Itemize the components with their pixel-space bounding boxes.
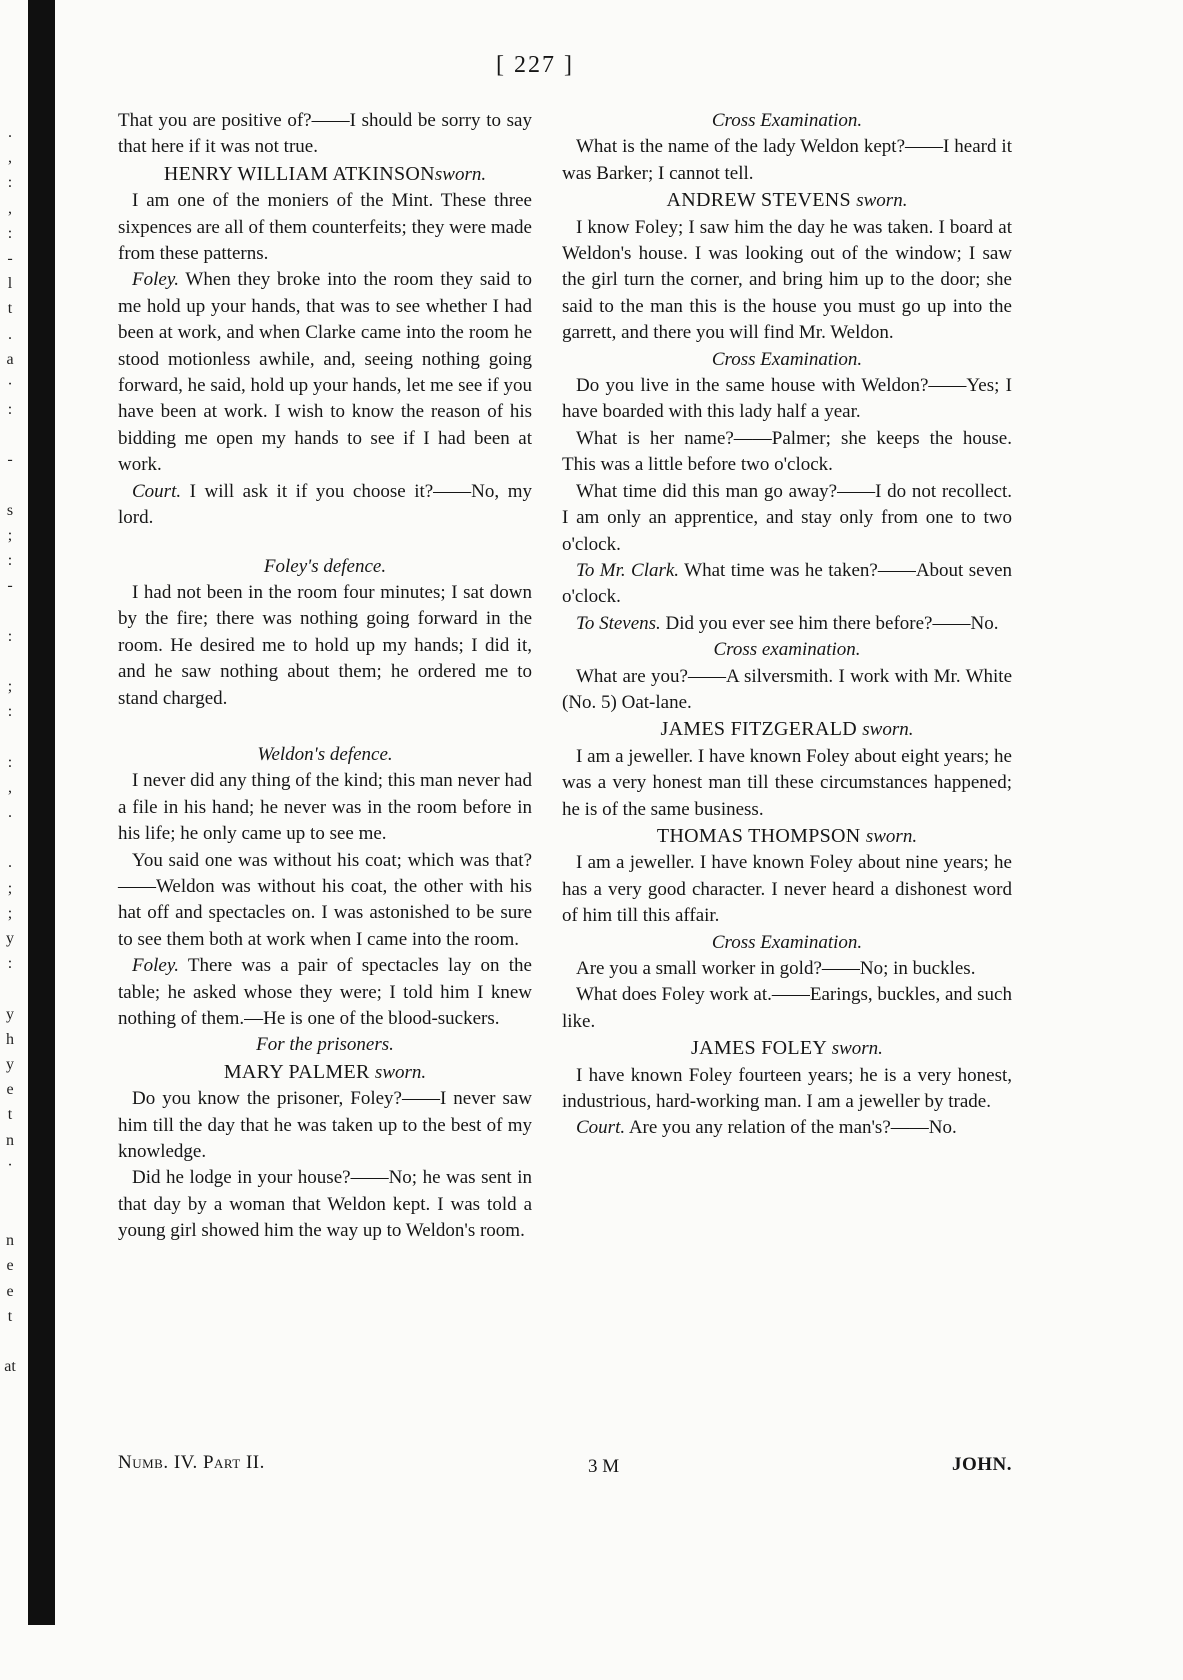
paragraph: What time did this man go away?——I do not recollect. I am only an apprentice, and stay only from one to two o'clock.	[562, 480, 1012, 555]
witness-name: ANDREW STEVENS	[666, 189, 851, 212]
gutter-mark: t	[7, 1106, 13, 1124]
gutter-mark: y	[6, 1005, 14, 1023]
paragraph: You said one was without his coat; which was that?——Weldon was without his coat, the other with his hat off and spectacles on. I was astonished to be sure to see them both at work when I came into the room.	[118, 849, 532, 950]
gutter-mark: .	[8, 325, 12, 343]
gutter-mark: n	[6, 1232, 14, 1250]
gutter-mark: y	[6, 1055, 14, 1073]
gutter-mark: .	[8, 854, 12, 872]
gutter-mark: ;	[7, 879, 13, 897]
witness-heading	[118, 161, 532, 188]
gutter-mark: l	[7, 275, 13, 293]
section-heading: Cross Examination.	[711, 931, 863, 953]
gutter-mark	[0, 725, 20, 750]
gutter-mark: ·	[7, 375, 13, 393]
paragraph: I am a jeweller. I have known Foley about nine years; he has a very good character. I never heard a dishonest word of him till this affair.	[562, 852, 1012, 927]
sworn-label: sworn.	[831, 1038, 883, 1060]
paragraph: Did he lodge in your house?——No; he was sent in that day by a woman that Weldon kept. I was told a young girl showed him the way up to Weldon's room.	[118, 1167, 532, 1242]
gutter-marks	[0, 120, 20, 1379]
gutter-mark: t	[7, 300, 13, 318]
section-heading: Weldon's defence.	[257, 743, 393, 765]
gutter-mark: :	[7, 224, 13, 242]
paragraph: I know Foley; I saw him the day he was taken. I board at Weldon's house. I was looking out of the window; I saw the girl turn the corner, and bring him up to the door; she said to the man this is the house you must go up into the garrett, and there you will find Mr. Weldon.	[562, 216, 1012, 344]
paragraph: I am one of the moniers of the Mint. These three sixpences are all of them counterfeits; they were made from these patterns.	[118, 190, 532, 265]
gutter-mark	[0, 1203, 20, 1228]
gutter-mark: .	[8, 124, 12, 141]
gutter-mark: at	[4, 1358, 16, 1376]
paragraph: I had not been in the room four minutes; I sat down by the fire; there was nothing going forward in the room. He desired me to hold up my hands; I did it, and he saw nothing about them; he ordered me to stand charged.	[118, 581, 532, 709]
gutter-mark: :	[7, 627, 13, 645]
section-heading: Cross Examination.	[711, 348, 863, 370]
paragraph	[562, 611, 1012, 637]
paragraph: I am a jeweller. I have known Foley about eight years; he was a very honest man till these circumstances happened; he is of the same business.	[562, 745, 1012, 820]
speaker-label: To Stevens.	[576, 612, 661, 634]
paragraph: What is the name of the lady Weldon kept?——I heard it was Barker; I cannot tell.	[562, 136, 1012, 184]
right-column	[562, 108, 1012, 1142]
paragraph-text: Are you any relation of the man's?——No.	[628, 1117, 957, 1139]
gutter-mark: ,	[8, 778, 12, 796]
gutter-mark: e	[6, 1282, 14, 1300]
speaker-label: Foley.	[132, 955, 179, 977]
gutter-mark	[0, 649, 20, 674]
paragraph: Do you know the prisoner, Foley?——I never saw him till the day that he was taken up to the best of my knowledge.	[118, 1088, 532, 1163]
witness-name: JAMES FOLEY	[691, 1037, 827, 1060]
gutter-mark: t	[7, 1307, 13, 1325]
gutter-mark: :	[7, 552, 13, 570]
section-heading: Cross Examination.	[711, 110, 863, 131]
paragraph-text: Did you ever see him there before?——No.	[665, 612, 999, 634]
paragraph-text: There was a pair of spectacles lay on the table; he asked whose they were; I told him I knew nothing of them.—He is one of the blood-suckers.	[118, 955, 532, 1029]
paragraph: What is her name?——Palmer; she keeps the house. This was a little before two o'clock.	[562, 427, 1012, 476]
gutter-mark	[0, 976, 20, 1001]
gutter-mark	[0, 599, 20, 624]
paragraph-text: What time was he taken?——About seven o'clock.	[562, 559, 1012, 608]
sworn-label: sworn.	[856, 190, 908, 212]
gutter-mark: -	[7, 577, 13, 595]
gutter-mark	[0, 1178, 20, 1203]
catchword: JOHN.	[951, 1454, 1012, 1475]
gutter-mark: h	[6, 1030, 14, 1048]
gutter-mark	[0, 1329, 20, 1354]
sworn-label: sworn.	[862, 719, 914, 741]
gutter-mark: -	[7, 249, 13, 267]
gutter-mark: :	[7, 955, 13, 973]
signature-line: Numb. IV. Part II.	[118, 1452, 265, 1473]
gutter-mark: y	[6, 930, 14, 947]
gutter-mark: .	[8, 804, 12, 822]
section-heading: For the prisoners.	[256, 1034, 394, 1056]
paragraph: Do you live in the same house with Weldon?——Yes; I have boarded with this lady half a year.	[562, 375, 1012, 423]
gutter-mark: :	[7, 753, 13, 771]
paragraph: I have known Foley fourteen years; he is a very honest, industrious, hard-working man. I am a jeweller by trade.	[562, 1064, 1012, 1113]
gutter-mark: -	[7, 451, 13, 469]
gutter-mark: ;	[7, 678, 13, 696]
gutter-mark: e	[6, 1081, 14, 1099]
gutter-mark: ;	[7, 904, 13, 922]
book-spine-shadow	[28, 0, 55, 1625]
witness-heading	[562, 1035, 1012, 1062]
gutter-mark: e	[6, 1257, 14, 1275]
gutter-mark: ·	[7, 1156, 13, 1174]
gutter-mark: a	[6, 350, 14, 368]
gutter-mark	[0, 422, 20, 447]
gutter-mark	[0, 825, 20, 850]
speaker-label: Foley.	[132, 269, 179, 291]
sworn-label: sworn.	[865, 825, 918, 847]
paragraph: I never did any thing of the kind; this man never had a file in his hand; he never was in the room before in his life; he only came up to see me.	[118, 770, 532, 845]
speaker-label: Court.	[132, 480, 182, 502]
witness-name: THOMAS THOMPSON	[656, 824, 861, 847]
witness-name: HENRY WILLIAM ATKINSON	[163, 162, 435, 185]
paragraph	[118, 479, 532, 532]
sworn-label: sworn.	[374, 1061, 427, 1083]
gutter-mark: n	[6, 1131, 14, 1149]
sworn-label: sworn.	[434, 163, 487, 185]
left-column	[118, 108, 532, 1245]
section-heading: Cross examination.	[713, 639, 861, 661]
gutter-mark	[0, 473, 20, 498]
gutter-mark: :	[7, 703, 13, 721]
gutter-mark: ,	[8, 199, 12, 217]
witness-name: MARY PALMER	[223, 1060, 370, 1083]
paragraph	[118, 953, 532, 1032]
gutter-mark: ;	[7, 527, 13, 544]
paragraph-text: I will ask it if you choose it?——No, my lord.	[118, 480, 532, 529]
gutter-mark: :	[7, 401, 13, 419]
gutter-mark: :	[7, 174, 13, 192]
witness-heading	[562, 187, 1012, 214]
section-heading: Foley's defence.	[263, 555, 387, 577]
witness-name: JAMES FITZGERALD	[660, 718, 857, 741]
paragraph	[118, 267, 532, 478]
paragraph	[562, 558, 1012, 611]
paragraph: What are you?——A silversmith. I work with Mr. White (No. 5) Oat-lane.	[562, 665, 1012, 713]
page-footer	[118, 1452, 1012, 1482]
witness-heading	[562, 823, 1012, 850]
witness-heading	[118, 1059, 532, 1086]
speaker-label: To Mr. Clark.	[576, 559, 680, 581]
witness-heading	[562, 716, 1012, 743]
gutter-mark: ,	[8, 149, 12, 167]
paragraph-text: When they broke into the room they said to me hold up your hands, that was to see whether I had been at work, and when Clarke came into the room he stood motionless awhile, and, seeing nothing going forward, he said, hold up your hands, let me see if you have been at work. I wish to know the reason of his bidding me open my hands to see if I had been at work.	[118, 269, 532, 476]
gutter-mark: s	[6, 501, 14, 519]
sheet-mark: 3 M	[588, 1456, 620, 1477]
paragraph: What does Foley work at.——Earings, buckles, and such like.	[562, 984, 1012, 1032]
speaker-label: Court.	[576, 1117, 626, 1139]
paragraph: That you are positive of?——I should be sorry to say that here if it was not true.	[118, 110, 532, 158]
page-number: [ 227 ]	[496, 52, 574, 78]
paragraph	[562, 1115, 1012, 1141]
paragraph: Are you a small worker in gold?——No; in buckles.	[576, 958, 976, 979]
